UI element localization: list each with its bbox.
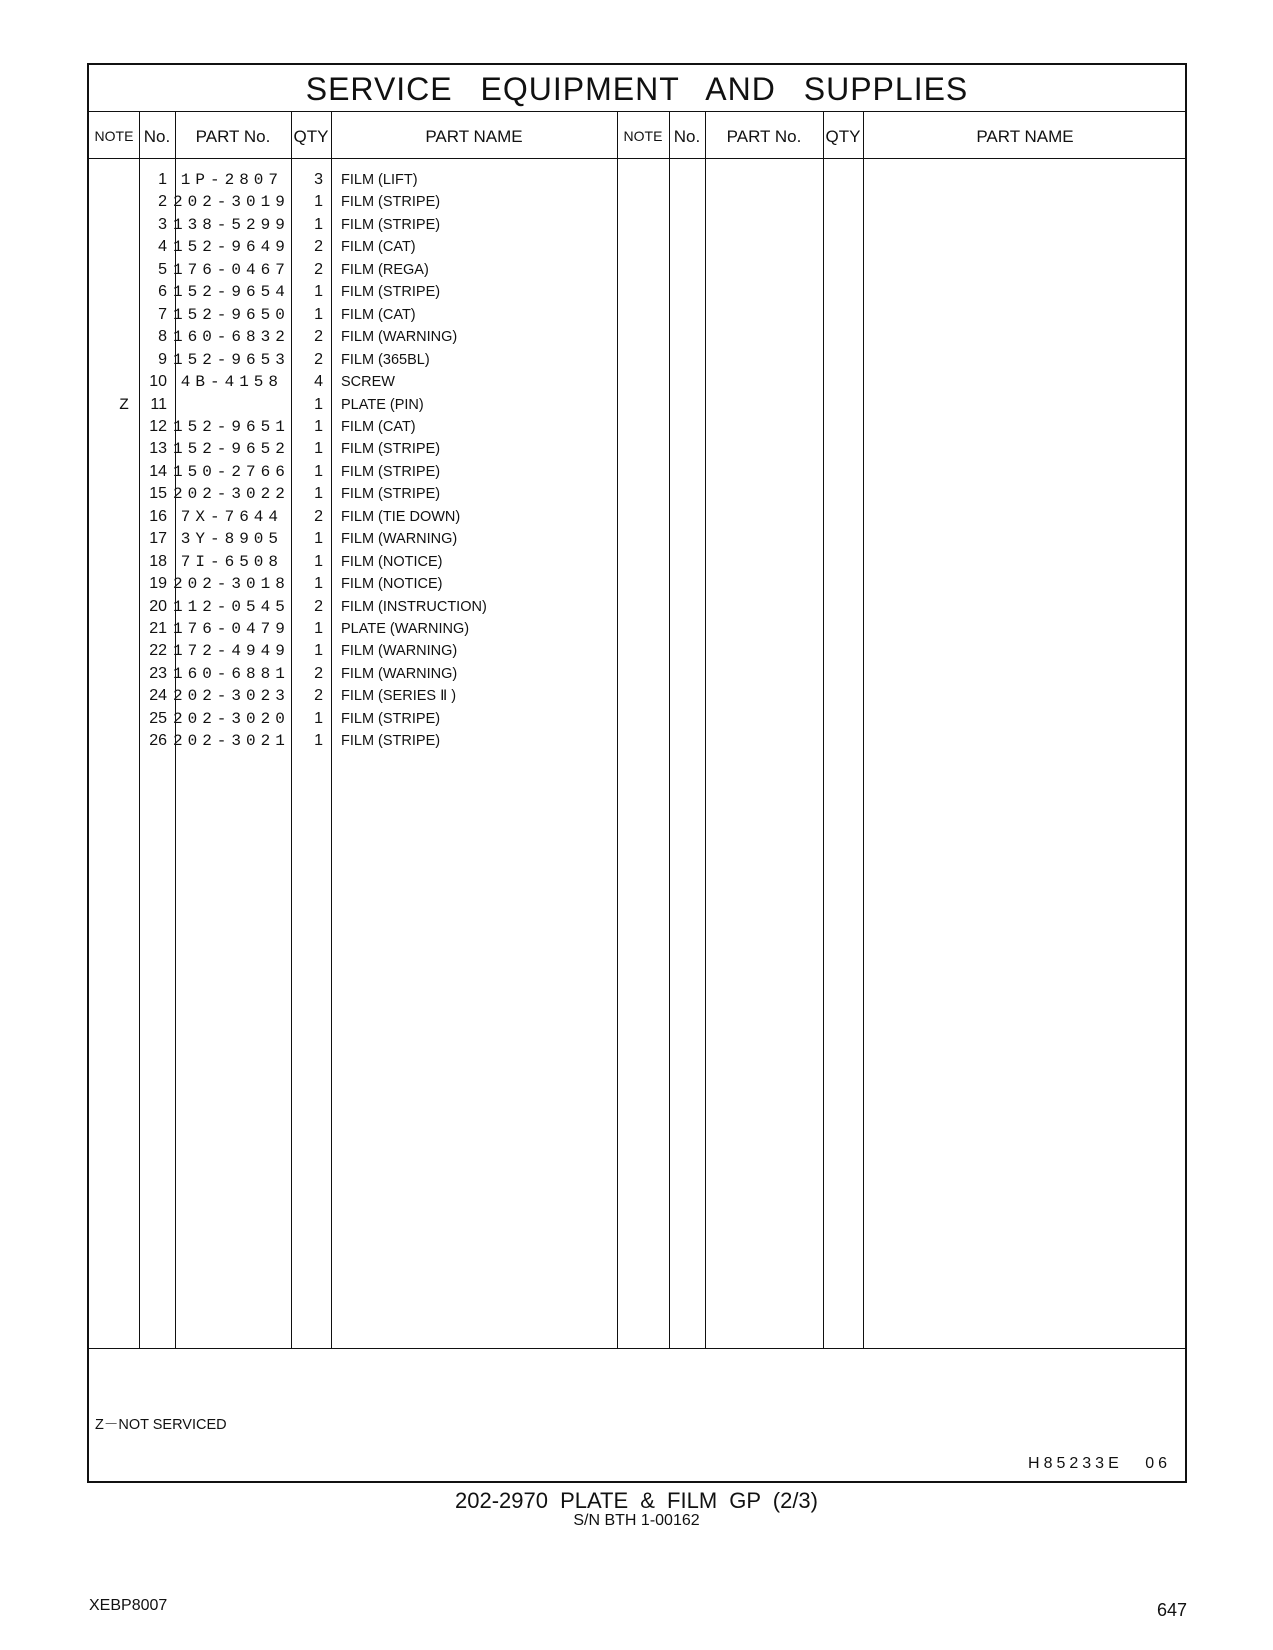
row-part-name: PLATE (WARNING) (341, 621, 470, 637)
row-quantity: 1 (314, 485, 323, 503)
row-part-number: 7I-6508 (180, 552, 283, 571)
row-quantity: 2 (314, 597, 323, 615)
row-item-number: 6 (158, 283, 167, 301)
col-divider (823, 111, 824, 1349)
header-note: NOTE (94, 128, 134, 144)
page-number: 647 (1156, 1600, 1187, 1620)
header-part-no: PART No. (195, 127, 271, 146)
row-quantity: 2 (314, 260, 323, 278)
row-quantity: 1 (314, 395, 323, 413)
header-qty: QTY (825, 127, 861, 146)
row-part-number: 172-4949 (173, 642, 290, 661)
row-part-name: FILM (NOTICE) (341, 576, 443, 593)
header-no: No. (673, 127, 701, 146)
row-item-number: 15 (149, 485, 167, 503)
row-item-number: 5 (158, 260, 167, 278)
row-quantity: 1 (314, 440, 323, 458)
header-part-name: PART NAME (976, 127, 1074, 146)
header-part-no: PART No. (726, 127, 802, 146)
row-part-name: FILM (SERIES Ⅱ ) (341, 688, 457, 705)
row-item-number: 14 (149, 462, 167, 480)
row-part-name: PLATE (PIN) (341, 396, 424, 413)
row-quantity: 1 (314, 305, 323, 323)
row-part-number: 152-9651 (173, 417, 290, 436)
row-part-number: 138-5299 (173, 215, 290, 234)
row-part-name: FILM (STRIPE) (341, 733, 441, 750)
drawing-code: H85233E 06 (1028, 1455, 1171, 1472)
col-divider (863, 111, 864, 1349)
row-part-name: FILM (CAT) (341, 239, 416, 256)
row-part-number: 152-9653 (173, 350, 290, 369)
row-quantity: 1 (314, 193, 323, 211)
row-item-number: 3 (158, 215, 167, 233)
row-part-number: 160-6881 (173, 664, 290, 683)
header-qty: QTY (293, 127, 329, 146)
row-quantity: 1 (314, 620, 323, 637)
row-quantity: 2 (314, 507, 323, 525)
row-part-name: FILM (LIFT) (341, 172, 418, 188)
row-quantity: 1 (314, 530, 323, 548)
row-item-number: 1 (158, 171, 167, 188)
row-quantity: 2 (314, 664, 323, 682)
row-part-name: FILM (TIE DOWN) (341, 508, 461, 525)
row-quantity: 2 (314, 687, 323, 705)
row-quantity: 1 (314, 709, 323, 727)
row-item-number: 12 (149, 417, 167, 435)
row-part-name: FILM (STRIPE) (341, 710, 441, 727)
row-item-number: 7 (158, 305, 167, 323)
row-quantity: 2 (314, 328, 323, 346)
row-item-number: 23 (149, 664, 167, 682)
row-part-number: 202-3020 (173, 709, 290, 728)
row-part-number: 202-3022 (173, 485, 290, 504)
header-no: No. (143, 127, 171, 146)
group-caption: 202-2970 PLATE & FILM GP (2/3) (454, 1488, 818, 1513)
row-quantity: 3 (314, 171, 323, 188)
col-divider (617, 111, 618, 1349)
col-divider (331, 111, 332, 1349)
row-part-name: FILM (CAT) (341, 306, 416, 323)
row-quantity: 1 (314, 283, 323, 301)
row-part-number: 176-0479 (173, 620, 290, 638)
row-item-number: 18 (149, 552, 167, 570)
row-note: Z (119, 395, 129, 414)
row-part-number: 202-3019 (173, 193, 290, 212)
row-quantity: 1 (314, 732, 323, 750)
row-part-name: FILM (STRIPE) (341, 441, 441, 458)
row-part-name: FILM (WARNING) (341, 531, 458, 548)
row-item-number: 17 (149, 530, 167, 548)
footer-divider (89, 1348, 1185, 1349)
row-item-number: 21 (149, 620, 167, 637)
row-part-name: FILM (365BL) (341, 351, 430, 368)
row-item-number: 22 (149, 642, 167, 660)
row-part-name: FILM (STRIPE) (341, 486, 441, 503)
serial-number: S/N BTH 1-00162 (573, 1512, 700, 1529)
row-part-number: 1P-2807 (180, 171, 283, 189)
row-part-number: 4B-4158 (180, 373, 283, 392)
row-part-name: FILM (STRIPE) (341, 216, 441, 233)
row-quantity: 1 (314, 642, 323, 660)
row-part-number: 202-3023 (173, 687, 290, 706)
row-part-name: FILM (STRIPE) (341, 463, 441, 480)
col-divider (291, 111, 292, 1349)
row-item-number: 9 (158, 350, 167, 368)
header-part-name: PART NAME (425, 127, 523, 146)
row-item-number: 24 (149, 687, 167, 705)
row-quantity: 1 (314, 552, 323, 570)
row-item-number: 20 (149, 597, 167, 615)
row-part-name: SCREW (341, 374, 395, 391)
row-item-number: 11 (150, 395, 167, 413)
row-part-name: FILM (CAT) (341, 418, 416, 435)
row-item-number: 10 (149, 373, 167, 391)
row-item-number: 13 (149, 440, 167, 458)
header-note: NOTE (623, 128, 663, 144)
row-quantity: 1 (314, 575, 323, 593)
row-part-number: 152-9654 (173, 283, 290, 302)
row-part-name: FILM (WARNING) (341, 665, 458, 682)
page-title: SERVICE EQUIPMENT AND SUPPLIES (305, 71, 969, 107)
row-item-number: 2 (158, 193, 167, 211)
row-part-number: 202-3018 (173, 575, 290, 594)
row-part-name: FILM (WARNING) (341, 329, 458, 346)
row-part-name: FILM (WARNING) (341, 643, 458, 660)
row-part-number: 202-3021 (173, 732, 290, 751)
row-quantity: 2 (314, 238, 323, 256)
row-part-name: FILM (STRIPE) (341, 194, 441, 211)
row-quantity: 1 (314, 462, 323, 480)
row-item-number: 26 (149, 732, 167, 750)
row-quantity: 4 (314, 373, 323, 391)
row-item-number: 19 (149, 575, 167, 593)
row-part-number: 150-2766 (173, 462, 290, 481)
row-part-number: 152-9652 (173, 440, 290, 459)
row-part-number: 152-9649 (173, 238, 290, 257)
col-divider (705, 111, 706, 1349)
row-part-name: FILM (INSTRUCTION) (341, 598, 487, 615)
title-divider (89, 111, 1185, 112)
row-part-name: FILM (NOTICE) (341, 553, 443, 570)
footnote: Z－NOT SERVICED (95, 1417, 227, 1433)
row-part-number: 152-9650 (173, 305, 290, 324)
col-divider (669, 111, 670, 1349)
row-quantity: 1 (314, 417, 323, 435)
row-item-number: 4 (158, 238, 167, 256)
row-item-number: 25 (149, 709, 167, 727)
row-item-number: 8 (158, 328, 167, 346)
row-part-number: 160-6832 (173, 328, 290, 347)
document-id: XEBP8007 (89, 1597, 168, 1614)
row-part-number: 176-0467 (173, 260, 290, 279)
row-part-number: 3Y-8905 (180, 530, 283, 549)
row-part-number: 112-0545 (173, 597, 290, 616)
row-part-name: FILM (STRIPE) (341, 284, 441, 301)
row-part-number: 7X-7644 (180, 507, 283, 526)
parts-table-frame (87, 63, 1187, 1483)
row-item-number: 16 (149, 507, 167, 525)
row-quantity: 2 (314, 350, 323, 368)
row-part-name: FILM (REGA) (341, 261, 429, 278)
row-quantity: 1 (314, 215, 323, 233)
